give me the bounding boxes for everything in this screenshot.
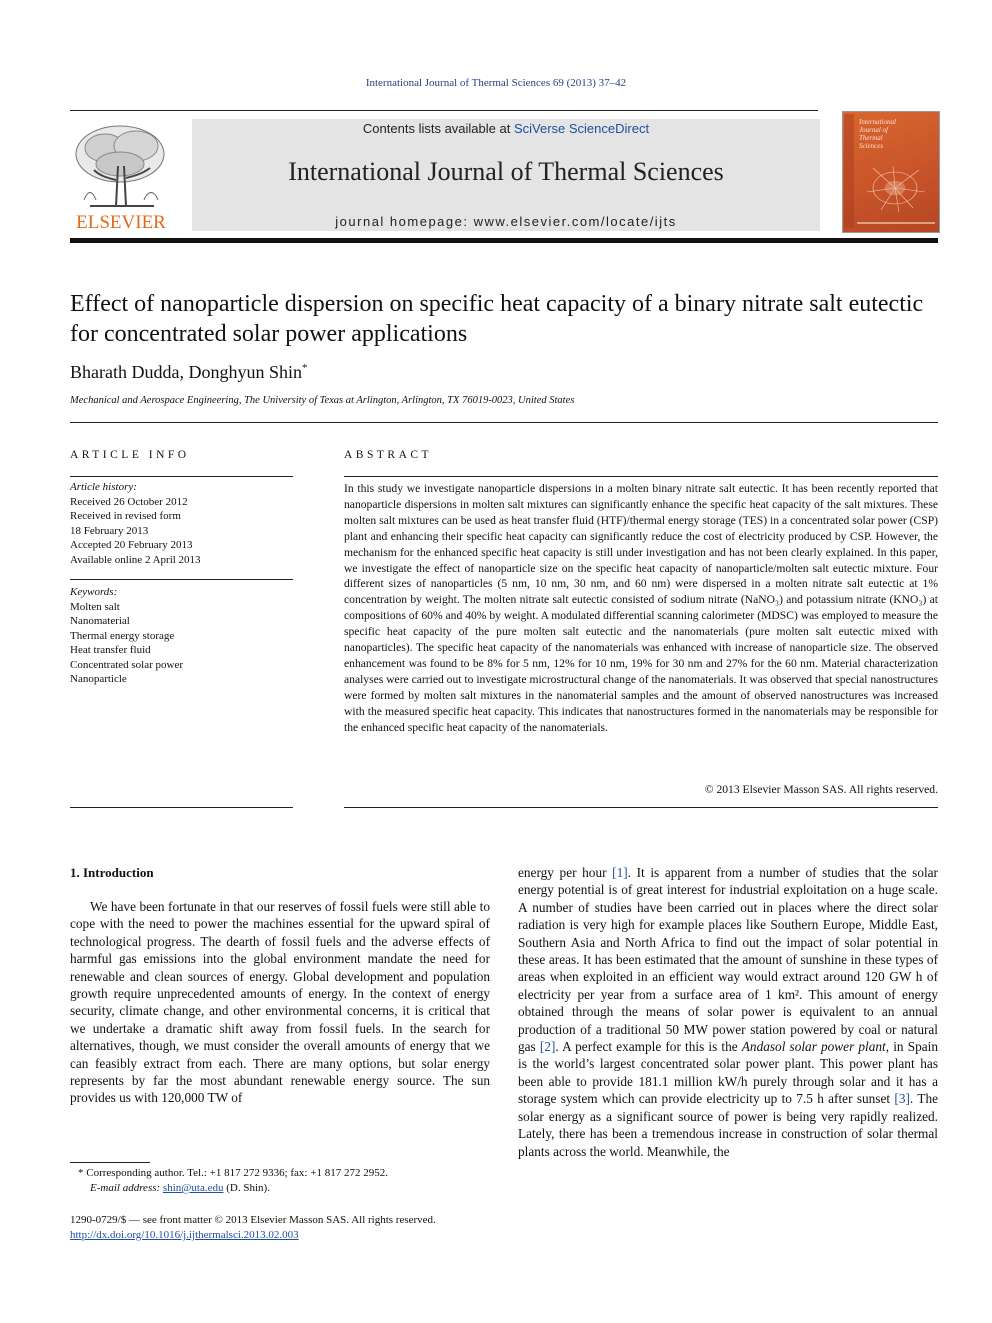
corresponding-author-mark[interactable]: * (301, 362, 308, 374)
history-item: Received in revised form (70, 510, 181, 522)
abstract-heading: ABSTRACT (344, 449, 433, 461)
body-text: . The solar energy as a significant source of power is being very rapidly realized. Lately, there has been a tremendous increase in construction of solar thermal plants across the world. Meanwhile, the (518, 1091, 938, 1159)
body-text: energy per hour (518, 865, 613, 880)
italic-text: Andasol solar power plant (741, 1039, 886, 1055)
journal-citation[interactable]: International Journal of Thermal Sciences 69 (2013) 37–42 (365, 77, 627, 89)
keywords-list (70, 585, 293, 687)
body-text: . It is apparent from a number of studies that the solar energy potential is of great interest for industrial exploitation on a huge scale. A number of studies have been carried out in places where the direct solar radiation is very high for example places like Southern Europe, Middle East, Southern Asia and North Africa to find out the impact of solar potential in these areas. It has been estimated that the amount of sunshine in these types of areas when exploited in an efficient way would extract around 120 GW h of electricity per year from a surface area of 1 km². This amount of energy obtained through the means of solar power is equivalent to an annual production of a traditional 50 MW power station powered by coal or natural gas (518, 865, 938, 1055)
keyword-item: Nanomaterial (70, 615, 130, 627)
history-item: Accepted 20 February 2013 (70, 539, 193, 551)
title-rule (70, 422, 938, 423)
elsevier-wordmark: ELSEVIER (76, 212, 166, 232)
article-title: Effect of nanoparticle dispersion on specific heat capacity of a binary nitrate salt eutectic for concentrated solar power applications (70, 291, 924, 347)
introduction-heading: 1. Introduction (70, 865, 154, 880)
article-info-bottom-rule (70, 807, 293, 808)
body-text: We have been fortunate in that our reserves of fossil fuels were still able to cope with the need to power the machines essential for the upward spiral of technological progress. The dearth of fossil fuels and the adverse effects of harmful gas emissions into the global environment mandate the need for renewable and clean sources of energy. Global development and population growth require unprecedented amounts of energy. In the context of energy security, climate change, and other environmental concerns, it is critical that we undertake a dramatic shift away from fossil fuels. In the search for alternatives, though, we must consider the overall amounts of energy that we can feasibly extract from each. There are many options, but solar energy represents by far the most abundant renewable energy source. The sun provides us with 120,000 TW of (70, 899, 490, 1106)
article-history (70, 480, 293, 567)
issn-block (70, 1213, 500, 1243)
keyword-item: Molten salt (70, 600, 120, 613)
history-item: 18 February 2013 (70, 524, 149, 537)
journal-banner (192, 119, 820, 231)
abstract-bottom-rule (344, 807, 938, 808)
header-rule (70, 110, 818, 111)
journal-cover-image[interactable] (842, 111, 940, 233)
elsevier-tree-icon (70, 120, 172, 232)
citation-link[interactable]: [3] (894, 1091, 910, 1107)
cover-art-icon (843, 112, 939, 232)
issn-line: 1290-0729/$ — see front matter © 2013 Elsevier Masson SAS. All rights reserved. (70, 1214, 436, 1226)
introduction-column-2 (518, 864, 938, 1160)
author-affiliation: Mechanical and Aerospace Engineering, The University of Texas at Arlington, Arlington, TX 76019-0023, United States (70, 395, 575, 406)
article-info-rule (70, 476, 293, 477)
corresponding-author-line: * Corresponding author. Tel.: +1 817 272 9336; fax: +1 817 272 2952. (78, 1167, 388, 1179)
header-thick-rule (70, 238, 938, 243)
journal-title: International Journal of Thermal Sciences (288, 157, 724, 186)
abstract-rule (344, 476, 938, 477)
abstract-copyright: © 2013 Elsevier Masson SAS. All rights reserved. (704, 783, 938, 796)
author-email-link[interactable]: shin@uta.edu (162, 1182, 224, 1194)
citation-link[interactable]: [2] (539, 1039, 556, 1055)
keyword-item: Thermal energy storage (70, 629, 175, 642)
email-line: E-mail address: shin@uta.edu (D. Shin). (90, 1182, 270, 1194)
contents-line: Contents lists available at SciVerse ScienceDirect (362, 121, 650, 136)
cover-title: International Journal of Thermal Sciences (859, 118, 896, 150)
article-authors: Bharath Dudda, Donghyun Shin* (70, 362, 308, 382)
sciencedirect-link[interactable]: SciVerse ScienceDirect (513, 121, 650, 136)
email-label: E-mail address: (90, 1182, 161, 1194)
doi-link[interactable]: http://dx.doi.org/10.1016/j.ijthermalsci.2013.02.003 (70, 1229, 299, 1241)
corresponding-author-footnote (70, 1166, 490, 1196)
keyword-item: Nanoparticle (70, 673, 127, 685)
keywords-label: Keywords: (70, 586, 118, 598)
introduction-column-1 (70, 898, 490, 1107)
elsevier-logo[interactable] (70, 120, 172, 232)
history-item: Received 26 October 2012 (70, 495, 188, 508)
body-text: , in Spain is the world’s largest concentrated solar power plant. This power plant has been able to provide 181.1 million kW/h purely through solar and it has a storage system which can provide electricity up to 7.5 h after sunset (518, 1039, 938, 1107)
keyword-item: Concentrated solar power (70, 658, 184, 671)
abstract-text: In this study we investigate nanoparticle dispersions in a molten binary nitrate salt eutectic. It has been recently reported that nanoparticle dispersions in molten salt mixtures can significantly enhance the specific heat capacity of the salt mixtures. These molten salt mixtures can be used as heat transfer fluid (HTF)/thermal energy storage (TES) in a concentrated solar power (CSP) plant and enhancing their specific heat capacity can significantly reduce the cost of electricity produced by CSP. However, the mechanism for the enhanced specific heat capacity is still under investigation and has not been clearly explained. In this paper, we investigate the effect of nanoparticle size on the specific heat capacity of nanoparticle/molten salt eutectic mixture. Four different sizes of nanoparticles (5 nm, 10 nm, 30 nm, and 60 nm) were dispersed in a molten nitrate salt eutectic at 1% concentration by weight. The molten nitrate salt eutectic consisted of sodium nitrate (NaNO₃) and potassium nitrate (KNO₃) at compositions of 60% and 40% by weight. A modulated differential scanning calorimeter (MDSC) was employed to measure the specific heat capacity of the pure molten salt eutectic and the nanomaterials (pure molten salt eutectic mixed with nanoparticles). The specific heat capacity of the nanomaterials was enhanced with increase of nanoparticle size. The observed enhancement was found to be 8% for 5 nm, 12% for 10 nm, 19% for 30 nm and 27% for the 60 nm. Material characterization analyses were carried out to investigate microstructural change of the nanomaterials. It was observed that special nanostructures were formed by molten salt mixtures in the nanomaterial samples and the amount of observed nanostructures was increased with the measured specific heat capacity. This indicates that nanostructures formed in the nanomaterials may be responsible for the enhanced specific heat capacity of the nanomaterials. (344, 482, 938, 734)
history-item: Available online 2 April 2013 (70, 553, 201, 566)
footnote-rule (70, 1162, 150, 1163)
article-history-label: Article history: (70, 481, 137, 493)
article-info-heading: ARTICLE INFO (70, 449, 190, 461)
keywords-rule (70, 579, 293, 580)
body-text: . A perfect example for this is the (555, 1039, 742, 1055)
keyword-item: Heat transfer fluid (70, 644, 151, 656)
journal-homepage[interactable]: journal homepage: www.elsevier.com/locate/ijts (335, 214, 677, 229)
citation-link[interactable]: [1] (612, 865, 628, 880)
